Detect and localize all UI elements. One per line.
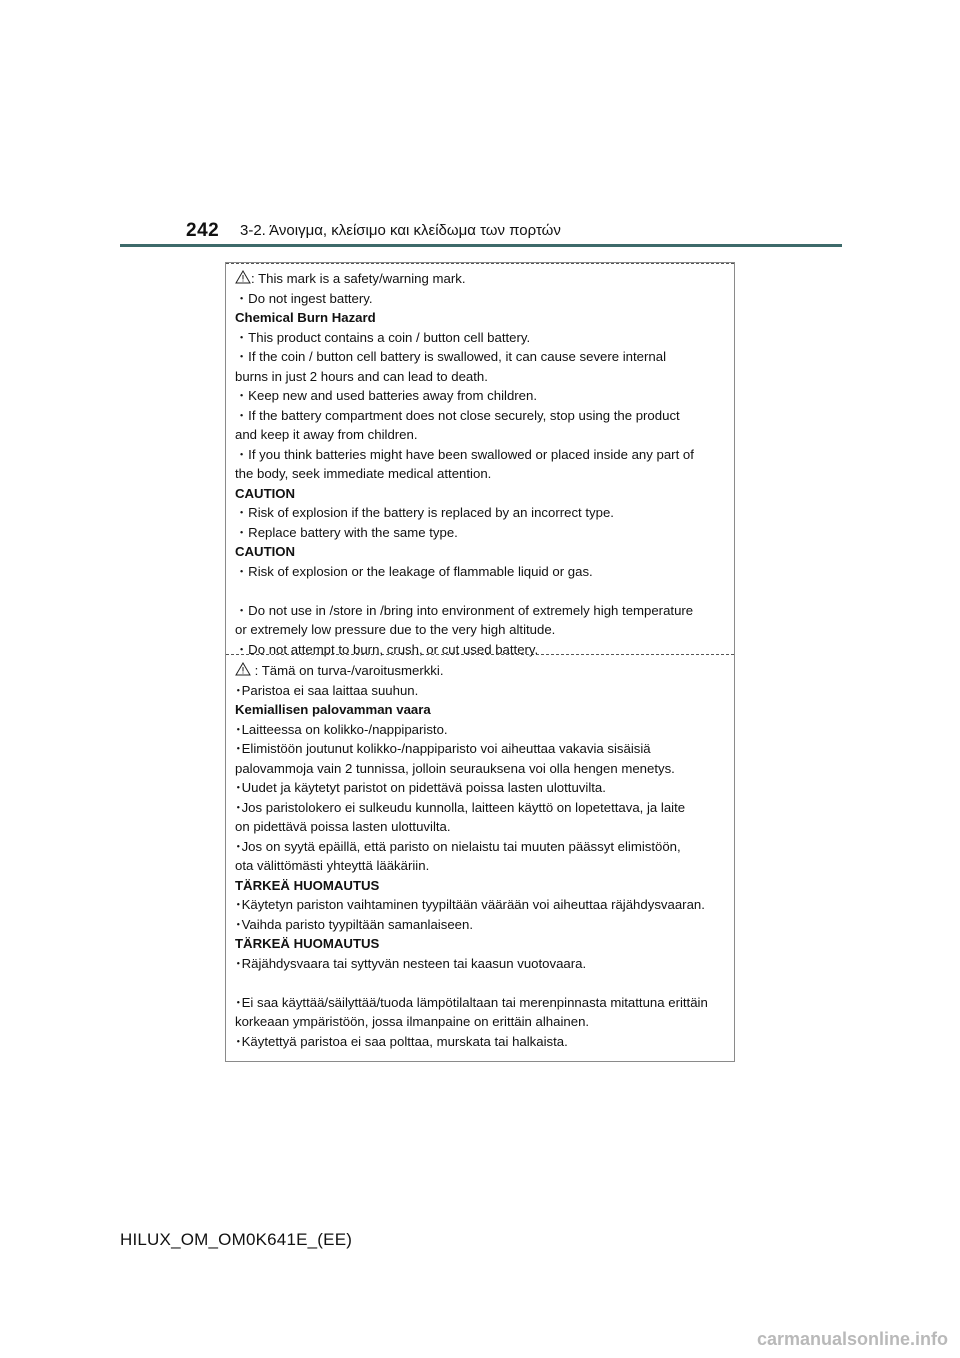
- finnish-text-line: ･Jos paristolokero ei sulkeudu kunnolla, laitteen käyttö on lopetettava, ja laite: [235, 799, 686, 815]
- english-text-line: or extremely low pressure due to the very high altitude.: [235, 622, 556, 637]
- english-text-line: [235, 581, 726, 601]
- english-warning-mark-text: : This mark is a safety/warning mark.: [251, 271, 466, 286]
- finnish-text-line: korkeaan ympäristöön, jossa ilmanpaine on erittäin alhainen.: [235, 1014, 590, 1029]
- english-text-line: ・Replace battery with the same type.: [235, 524, 458, 540]
- page-header: [0, 0, 960, 280]
- finnish-lines: [235, 681, 726, 1052]
- english-text-line: ・Risk of explosion or the leakage of flammable liquid or gas.: [235, 563, 593, 579]
- english-lines: [235, 289, 726, 660]
- finnish-warning-panel: [226, 655, 734, 1061]
- page-number: 242: [186, 220, 220, 241]
- english-text-line: ・Do not use in /store in /bring into environment of extremely high temperature: [235, 602, 694, 618]
- english-text-line: ・Do not ingest battery.: [235, 290, 373, 306]
- battery-warning-box: [225, 262, 735, 1062]
- finnish-text-line: on pidettävä poissa lasten ulottuvilta.: [235, 819, 451, 834]
- finnish-warning-mark-line: [235, 661, 726, 681]
- finnish-text-line: ･Jos on syytä epäillä, että paristo on nielaistu tai muuten päässyt elimistöön,: [235, 838, 681, 854]
- watermark: carmanualsonline.info: [756, 1329, 948, 1349]
- warning-triangle-icon: [235, 662, 251, 676]
- english-text-line: and keep it away from children.: [235, 427, 418, 442]
- english-text-line: burns in just 2 hours and can lead to death.: [235, 368, 488, 384]
- document-code: HILUX_OM_OM0K641E_(EE): [120, 1230, 353, 1249]
- english-heading: Chemical Burn Hazard: [235, 310, 376, 325]
- english-warning-panel: [226, 263, 734, 655]
- finnish-text-line: ･Paristoa ei saa laittaa suuhun.: [235, 682, 419, 698]
- english-text-line: ・This product contains a coin / button cell battery.: [235, 329, 531, 345]
- finnish-text-line: ota välittömästi yhteyttä lääkäriin.: [235, 858, 430, 873]
- finnish-text-line: ･Käytettyä paristoa ei saa polttaa, murskata tai halkaista.: [235, 1033, 568, 1049]
- english-text-line: the body, seek immediate medical attention.: [235, 466, 492, 481]
- english-text-line: ・If the battery compartment does not close securely, stop using the product: [235, 407, 680, 423]
- finnish-warning-mark-text: : Tämä on turva-/varoitusmerkki.: [251, 663, 444, 678]
- finnish-text-line: palovammoja vain 2 tunnissa, jolloin seurauksena voi olla hengen menetys.: [235, 760, 675, 776]
- finnish-text-line: ･Käytetyn pariston vaihtaminen tyypiltään väärään voi aiheuttaa räjähdysvaaran.: [235, 897, 705, 912]
- english-text-line: ・If the coin / button cell battery is swallowed, it can cause severe internal: [235, 349, 667, 364]
- finnish-text-line: ･Räjähdysvaara tai syttyvän nesteen tai kaasun vuotovaara.: [235, 955, 587, 971]
- finnish-text-line: [235, 973, 726, 993]
- english-text-line: ・Keep new and used batteries away from children.: [235, 388, 538, 403]
- english-text-line: ・Risk of explosion if the battery is replaced by an incorrect type.: [235, 505, 614, 520]
- section-title: 3-2. Άνοιγμα, κλείσιμο και κλείδωμα των πορτών: [240, 222, 561, 239]
- finnish-heading: Kemiallisen palovamman vaara: [235, 702, 431, 717]
- finnish-heading: TÄRKEÄ HUOMAUTUS: [235, 936, 380, 951]
- finnish-text-line: ･Uudet ja käytetyt paristot on pidettävä poissa lasten ulottuvilta.: [235, 780, 606, 795]
- english-heading: CAUTION: [235, 485, 296, 501]
- finnish-text-line: ･Elimistöön joutunut kolikko-/nappiparisto voi aiheuttaa vakavia sisäisiä: [235, 741, 651, 756]
- finnish-text-line: ･Vaihda paristo tyypiltään samanlaiseen.: [235, 916, 473, 932]
- finnish-heading: TÄRKEÄ HUOMAUTUS: [235, 877, 380, 893]
- english-text-line: ・Do not attempt to burn, crush, or cut used battery.: [235, 641, 539, 657]
- finnish-text-line: ･Ei saa käyttää/säilyttää/tuoda lämpötilaltaan tai merenpinnasta mitattuna erittäin: [235, 994, 708, 1010]
- finnish-text-line: ･Laitteessa on kolikko-/nappiparisto.: [235, 721, 448, 737]
- english-text-line: ・If you think batteries might have been swallowed or placed inside any part of: [235, 446, 694, 462]
- warning-triangle-icon: [235, 270, 251, 284]
- english-heading: CAUTION: [235, 544, 296, 559]
- header-rule: [120, 244, 842, 247]
- english-warning-mark-line: [235, 269, 726, 289]
